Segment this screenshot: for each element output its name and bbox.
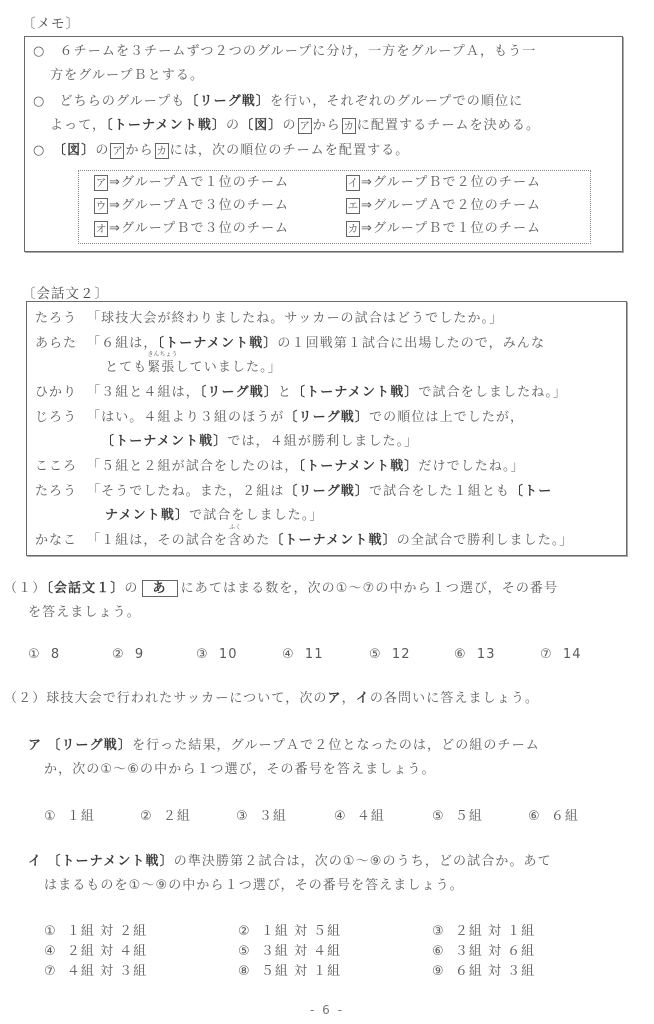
term-tournament: 〔トーナメント戦〕 [101,434,228,449]
option-mark: ⑦ [540,647,553,662]
question-number: （１） [4,581,47,596]
option[interactable] [44,805,95,824]
option-value: ３組 対 ４組 [260,944,342,959]
speaker: ひかり [35,385,78,400]
text: 「５組と２組が試合をしたのは， [87,459,299,474]
furigana: きんちょう [147,351,178,358]
option-mark: ② [238,924,251,939]
option-mark: ⑤ [432,809,445,824]
option-value: ４組 対 ３組 [66,964,148,979]
subq-label-i: イ [355,691,370,706]
text: していました。」 [175,360,282,375]
placement-i [345,174,541,192]
option-mark: ⑥ [528,809,541,824]
option-mark: ① [28,647,41,662]
text: ， [341,691,356,706]
term-figure: 〔図〕 [240,118,283,133]
conversation-box [26,301,627,556]
option-mark: ⑥ [454,647,467,662]
option-mark: ③ [432,924,445,939]
label-box-a: ア [112,144,123,157]
label-box-a: ア [299,119,310,132]
option-mark: ④ [282,647,295,662]
option[interactable] [528,805,579,824]
placement-o [93,220,289,238]
option[interactable] [196,647,237,662]
placement-table [78,170,591,244]
text: に配置するチームを決める。 [356,118,541,133]
option[interactable] [454,647,495,662]
text: の準決勝第２試合は，次の①～⑨のうち，どの試合か。あて [173,854,552,869]
option-value: ６組 [550,809,579,824]
text: の各問いに答えましょう。 [369,691,540,706]
subquestion-a-line-2: か，次の①～⑥の中から１つ選び，その番号を答えましょう。 [44,762,436,777]
text: めた [242,533,271,548]
label-box: オ [95,222,107,235]
text: ⇒グループＡで３位のチーム [109,198,290,213]
conversation-heading: 〔会話文２〕 [22,286,109,302]
option[interactable] [540,647,581,662]
subq-label-a: ア [327,691,342,706]
option-mark: ③ [196,647,209,662]
utterance [87,409,524,427]
text: の [95,143,110,158]
text: （２）球技大会で行われたサッカーについて，次の [4,691,328,706]
option-value: ２組 対 ４組 [66,944,148,959]
text: とても [105,360,148,375]
utterance-continued [101,433,418,451]
placement-e [345,197,541,215]
option-mark: ④ [44,944,57,959]
term-tournament: 〔トーナメント戦〕 [157,336,278,351]
text: ○ [33,143,60,158]
label-box-ka: カ [343,119,355,132]
text: ⇒グループＢで２位のチーム [361,175,542,190]
placement-u [93,197,289,215]
ruby-kinchou [147,351,178,377]
utterance [87,458,525,476]
text: の [282,118,297,133]
ruby-base: 緊張 [147,360,176,375]
term-league: 〔リーグ戦〕 [185,94,271,109]
placement-ka [345,220,541,238]
text: 「１組は，その試合を [87,533,229,548]
option[interactable] [238,960,341,979]
text: 「はい。４組より３組のほうが [87,410,285,425]
utterance [87,483,552,501]
text: ⇒グループＢで３位のチーム [109,221,290,236]
text: の全試合で勝利しました。」 [396,533,574,548]
label-box: カ [347,222,359,235]
option-mark: ① [44,809,57,824]
option-mark: ② [140,809,153,824]
term-tournament: 〔トーナメント戦〕 [270,533,397,548]
subquestion-a-line-1 [28,737,540,755]
term-tournament: 〔トーナメント戦〕 [106,118,227,133]
text: の [124,581,139,596]
text: 「３組と４組は， [87,385,200,400]
text: で試合をしました。」 [189,508,324,523]
option-value: ５組 対 １組 [260,964,342,979]
question-2-intro [4,690,539,708]
text: を行い，それぞれのグループでの順位に [270,94,524,109]
utterance-continued [105,507,324,525]
text: の１回戦第１試合に出場したので，みんな [277,336,546,351]
text: を行った結果，グループＡで２位となったのは，どの組のチーム [131,738,540,753]
option[interactable] [432,805,483,824]
option[interactable] [282,647,323,662]
option[interactable] [432,960,535,979]
text: での順位は上でしたが， [369,410,525,425]
option-mark: ② [112,647,125,662]
text: よって， [50,118,107,133]
text: ⇒グループＡで１位のチーム [109,175,290,190]
question-1-line-2: を答えましょう。 [28,605,141,620]
text: で試合をしましたね。」 [418,385,568,400]
option[interactable] [44,920,147,939]
option-value: １組 対 ２組 [66,924,148,939]
placement-a [93,174,289,192]
option-value: ４組 [356,809,385,824]
option[interactable] [238,920,341,939]
text: 「そうでしたね。また，２組は [87,484,285,499]
text: にあてはまる数を，次の①～⑦の中から１つ選び，その番号 [180,581,559,596]
option-mark: ⑥ [432,944,445,959]
memo-bullet-2-line-2 [50,117,540,135]
text: ○ どちらのグループも [33,94,186,109]
term-league: 〔リーグ戦〕 [47,738,132,753]
term-tournament: 〔トーナメント戦〕 [47,854,174,869]
term-league: 〔リーグ戦〕 [284,484,370,499]
option-mark: ⑤ [238,944,251,959]
label-box-ka: カ [156,144,167,157]
option-mark: ⑤ [369,647,382,662]
memo-bullet-2-line-1 [33,93,523,111]
speaker: こころ [35,459,78,474]
option-mark: ① [44,924,57,939]
option[interactable] [44,960,147,979]
option[interactable] [236,805,287,824]
question-1-line-1 [4,580,558,598]
term-figure: 〔図〕 [59,143,96,158]
option[interactable] [140,805,191,824]
utterance [87,384,567,402]
label-box: エ [347,199,359,212]
ruby-fuku [228,524,243,550]
term-league: 〔リーグ戦〕 [199,385,278,400]
label-box: ウ [95,199,107,212]
blank-box-a: あ [142,580,178,597]
option[interactable] [369,647,410,662]
label-box: ア [95,176,107,189]
text: と [277,385,293,400]
memo-bullet-1-line-1: ○ ６チームを３チームずつ２つのグループに分け，一方をグループＡ，もう一 [33,44,537,59]
option[interactable] [432,920,535,939]
option-value: ２組 対 １組 [454,924,536,939]
text: で試合をした１組とも [369,484,511,499]
option[interactable] [44,940,147,959]
text: ⇒グループＢで１位のチーム [361,221,542,236]
subquestion-i-line-2: はまるものを①～⑨の中から１つ選び，その番号を答えましょう。 [44,878,464,893]
term-tournament-part: ナメント戦〕 [105,508,190,523]
utterance-continued [105,351,282,377]
furigana: ふく [229,524,242,531]
option-value: ６組 対 ３組 [454,964,536,979]
text: の [226,118,241,133]
subquestion-i-line-1 [28,853,552,871]
text: から [125,143,154,158]
speaker: たろう [35,311,78,326]
page-number: - 6 - [310,1003,344,1017]
option-mark: ⑧ [238,964,251,979]
utterance: 「球技大会が終わりましたね。サッカーの試合はどうでしたか。」 [87,311,504,326]
option-value: 9 [134,647,145,662]
term-tournament: 〔トーナメント戦〕 [298,459,419,474]
text: ⇒グループＡで２位のチーム [361,198,542,213]
option[interactable] [112,647,144,662]
option-value: 11 [304,647,324,662]
speaker: かなこ [35,533,78,548]
option-value: 8 [50,647,61,662]
text: には，次の順位のチームを配置する。 [169,143,410,158]
subq-label: ア [28,738,43,753]
option-value: ５組 [454,809,483,824]
term-tournament-part: 〔トー [510,484,553,499]
utterance [87,524,574,550]
option-mark: ⑨ [432,964,445,979]
memo-box [24,36,623,252]
label-box: イ [347,176,359,189]
option-value: 13 [476,647,496,662]
ruby-base: 含 [228,533,243,548]
option-value: 10 [218,647,238,662]
memo-heading: 〔メモ〕 [22,16,80,32]
text: 「６組は， [87,336,158,351]
memo-bullet-3-line-1 [33,142,409,160]
option-value: ３組 対 ６組 [454,944,536,959]
text: では，４組が勝利しました。」 [227,434,419,449]
option-mark: ④ [334,809,347,824]
option-value: 12 [391,647,411,662]
text: だけでしたね。」 [418,459,525,474]
option-value: ２組 [162,809,191,824]
subq-label: イ [28,854,43,869]
term-league: 〔リーグ戦〕 [284,410,370,425]
option-mark: ③ [236,809,249,824]
memo-bullet-1-line-2: 方をグループＢとする。 [50,68,205,83]
speaker: あらた [35,336,78,351]
speaker: たろう [35,484,78,499]
option-value: １組 [66,809,95,824]
term-conversation-1: 〔会話文１〕 [46,581,125,596]
speaker: じろう [35,410,78,425]
option[interactable] [238,940,341,959]
option-mark: ⑦ [44,964,57,979]
option[interactable] [432,940,535,959]
text: から [312,118,341,133]
option-value: １組 対 ５組 [260,924,342,939]
option-value: 14 [562,647,582,662]
option[interactable] [334,805,385,824]
term-tournament: 〔トーナメント戦〕 [292,385,419,400]
option[interactable] [28,647,60,662]
option-value: ３組 [258,809,287,824]
